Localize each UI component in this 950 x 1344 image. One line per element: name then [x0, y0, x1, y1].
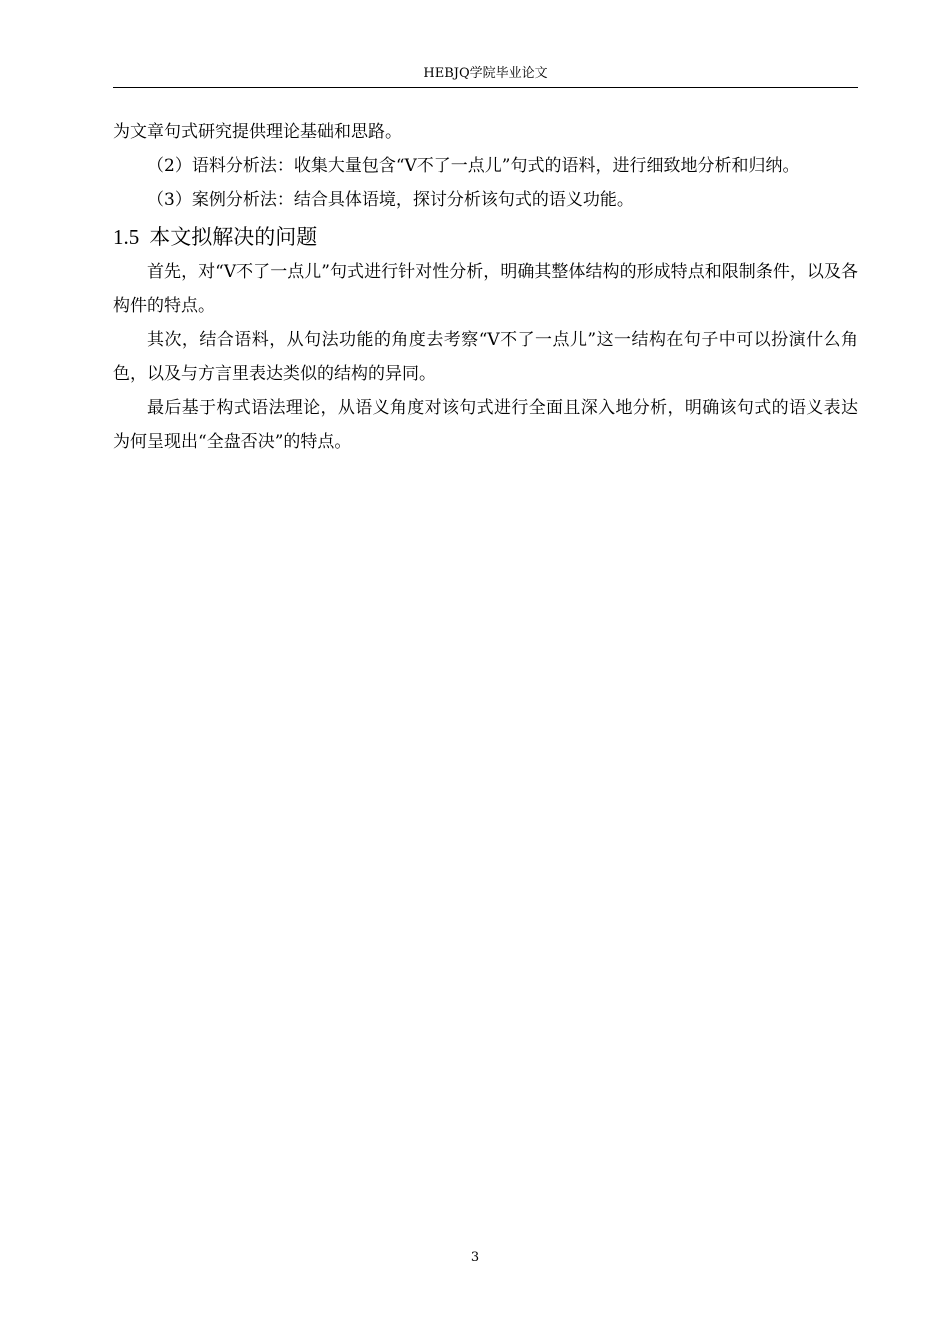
section-number: 1.5 — [113, 225, 140, 249]
page-number: 3 — [470, 1250, 480, 1265]
paragraph-case-analysis: （3）案例分析法：结合具体语境，探讨分析该句式的语义功能。 — [147, 190, 634, 210]
paragraph-second: 其次，结合语料，从句法功能的角度去考察“V不了一点儿”这一结构在句子中可以扮演什么角色，以及与方言里表达类似的结构的异同。 — [113, 330, 858, 384]
header-divider — [113, 87, 858, 88]
page-header: HEBJQ学院毕业论文 — [423, 66, 548, 81]
section-heading — [113, 219, 858, 255]
section-title: 本文拟解决的问题 — [149, 225, 318, 249]
page-body — [113, 115, 858, 459]
paragraph-method-continuation: 为文章句式研究提供理论基础和思路。 — [113, 122, 402, 142]
paragraph-first: 首先，对“V不了一点儿”句式进行针对性分析，明确其整体结构的形成特点和限制条件，以及各构件的特点。 — [113, 262, 858, 316]
paragraph-third: 最后基于构式语法理论，从语义角度对该句式进行全面且深入地分析，明确该句式的语义表达为何呈现出“全盘否决”的特点。 — [113, 398, 858, 452]
paragraph-corpus-analysis: （2）语料分析法：收集大量包含“V不了一点儿”句式的语料，进行细致地分析和归纳。 — [147, 156, 800, 176]
